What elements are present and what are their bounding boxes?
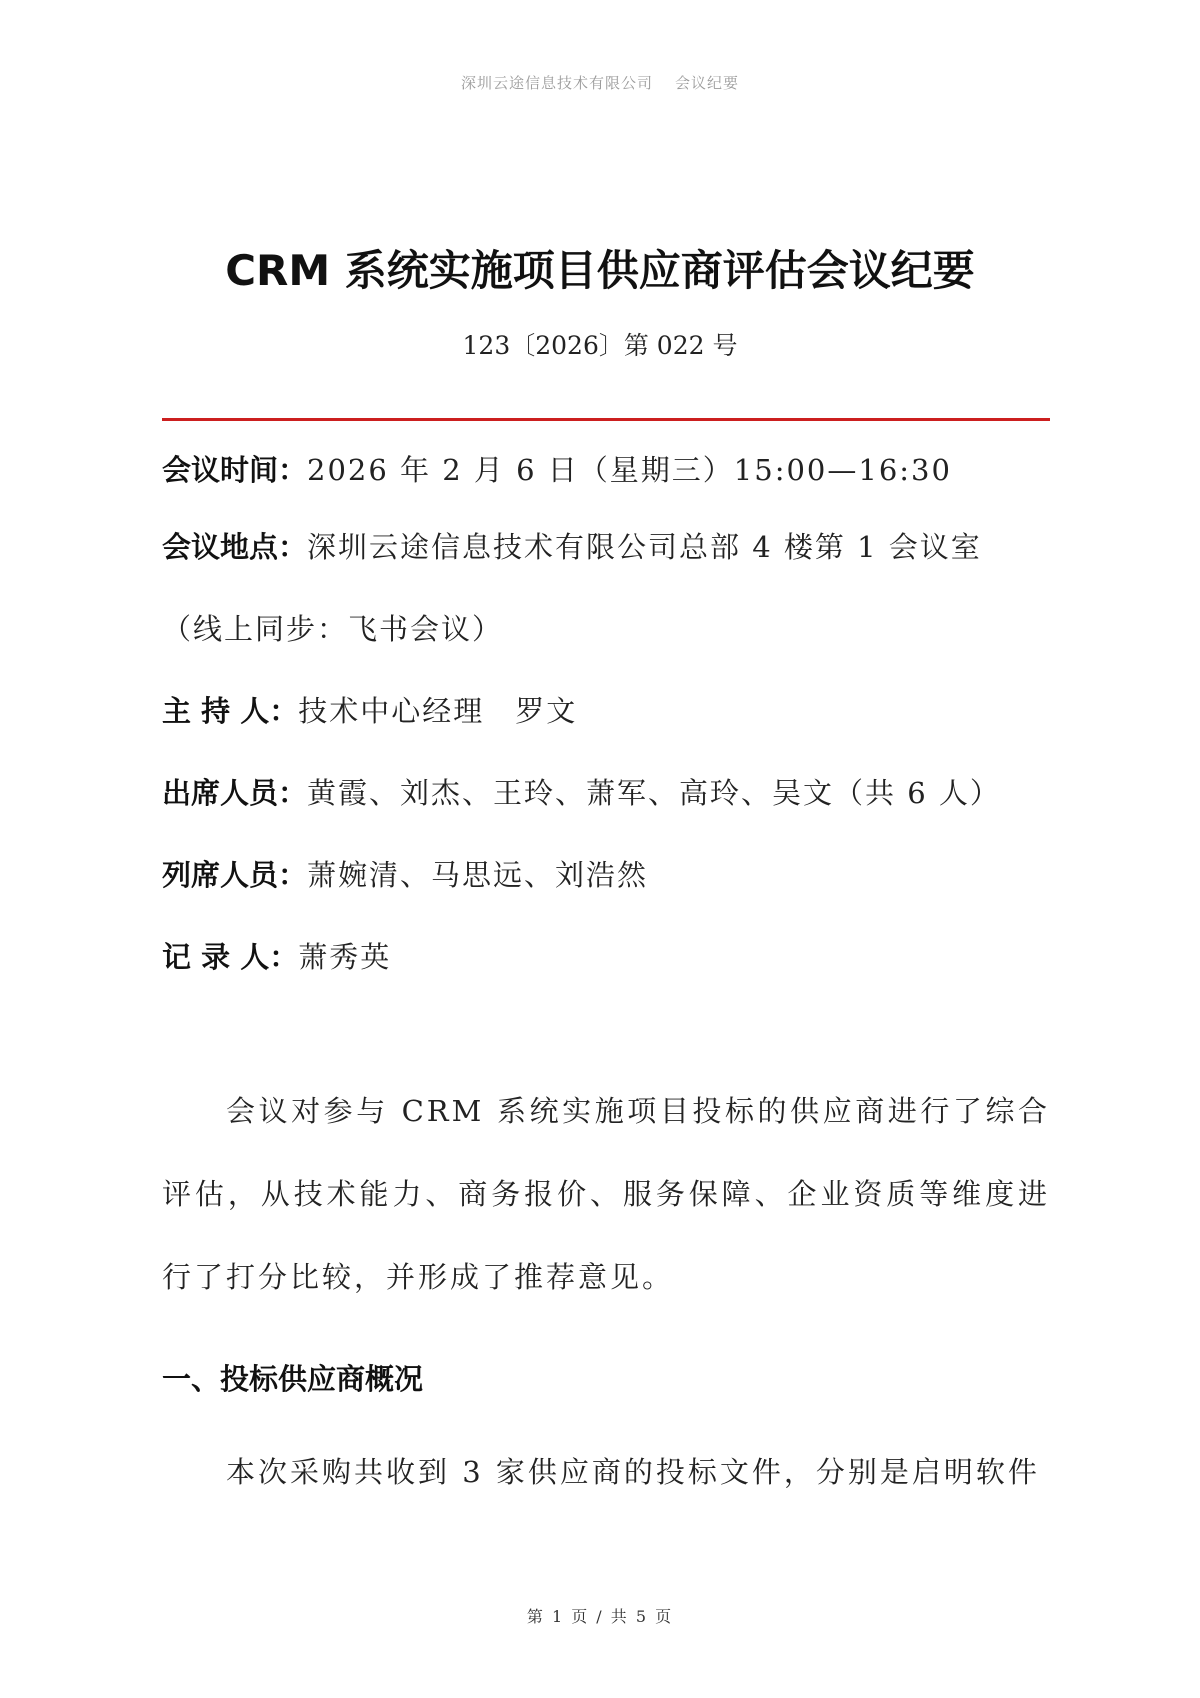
page-footer: 第 1 页 / 共 5 页 xyxy=(526,1607,674,1626)
intro-paragraph: 会议对参与 CRM 系统实施项目投标的供应商进行了综合评估，从技术能力、商务报价、服务保障、企业资质等维度进行了打分比较，并形成了推荐意见。 xyxy=(162,1094,1050,1294)
meeting-location-value: 深圳云途信息技术有限公司总部 4 楼第 1 会议室 xyxy=(307,530,982,564)
meeting-location-continuation: （线上同步：飞书会议） xyxy=(162,612,504,646)
red-divider xyxy=(162,418,1050,421)
observers-label: 列席人员： xyxy=(162,858,308,892)
meeting-time-row xyxy=(162,450,1052,490)
meeting-time-label: 会议时间： xyxy=(162,453,308,487)
attendees-label: 出席人员： xyxy=(162,776,308,810)
recorder-row xyxy=(162,937,1052,977)
meeting-time-value: 2026 年 2 月 6 日（星期三）15:00—16:30 xyxy=(307,453,952,487)
document-title: CRM 系统实施项目供应商评估会议纪要 xyxy=(225,246,975,295)
header-company: 深圳云途信息技术有限公司 xyxy=(460,74,653,92)
attendees-value: 黄霞、刘杰、王玲、萧军、高玲、吴文（共 6 人） xyxy=(307,776,1001,810)
host-label: 主 持 人： xyxy=(162,694,299,728)
recorder-value: 萧秀英 xyxy=(298,940,392,974)
document-number: 123〔2026〕第 022 号 xyxy=(462,331,738,360)
section-heading-1: 一、投标供应商概况 xyxy=(162,1362,424,1396)
header-doc-type: 会议纪要 xyxy=(675,74,740,92)
observers-row xyxy=(162,855,1052,895)
meeting-location-label: 会议地点： xyxy=(162,530,308,564)
host-row xyxy=(162,691,1052,731)
observers-value: 萧婉清、马思远、刘浩然 xyxy=(307,858,649,892)
host-value: 技术中心经理 罗文 xyxy=(298,694,578,728)
running-header xyxy=(0,72,1200,93)
section1-paragraph: 本次采购共收到 3 家供应商的投标文件，分别是启明软件 xyxy=(226,1455,1040,1489)
recorder-label: 记 录 人： xyxy=(162,940,299,974)
meeting-location-row xyxy=(162,527,1052,567)
attendees-row xyxy=(162,773,1052,813)
